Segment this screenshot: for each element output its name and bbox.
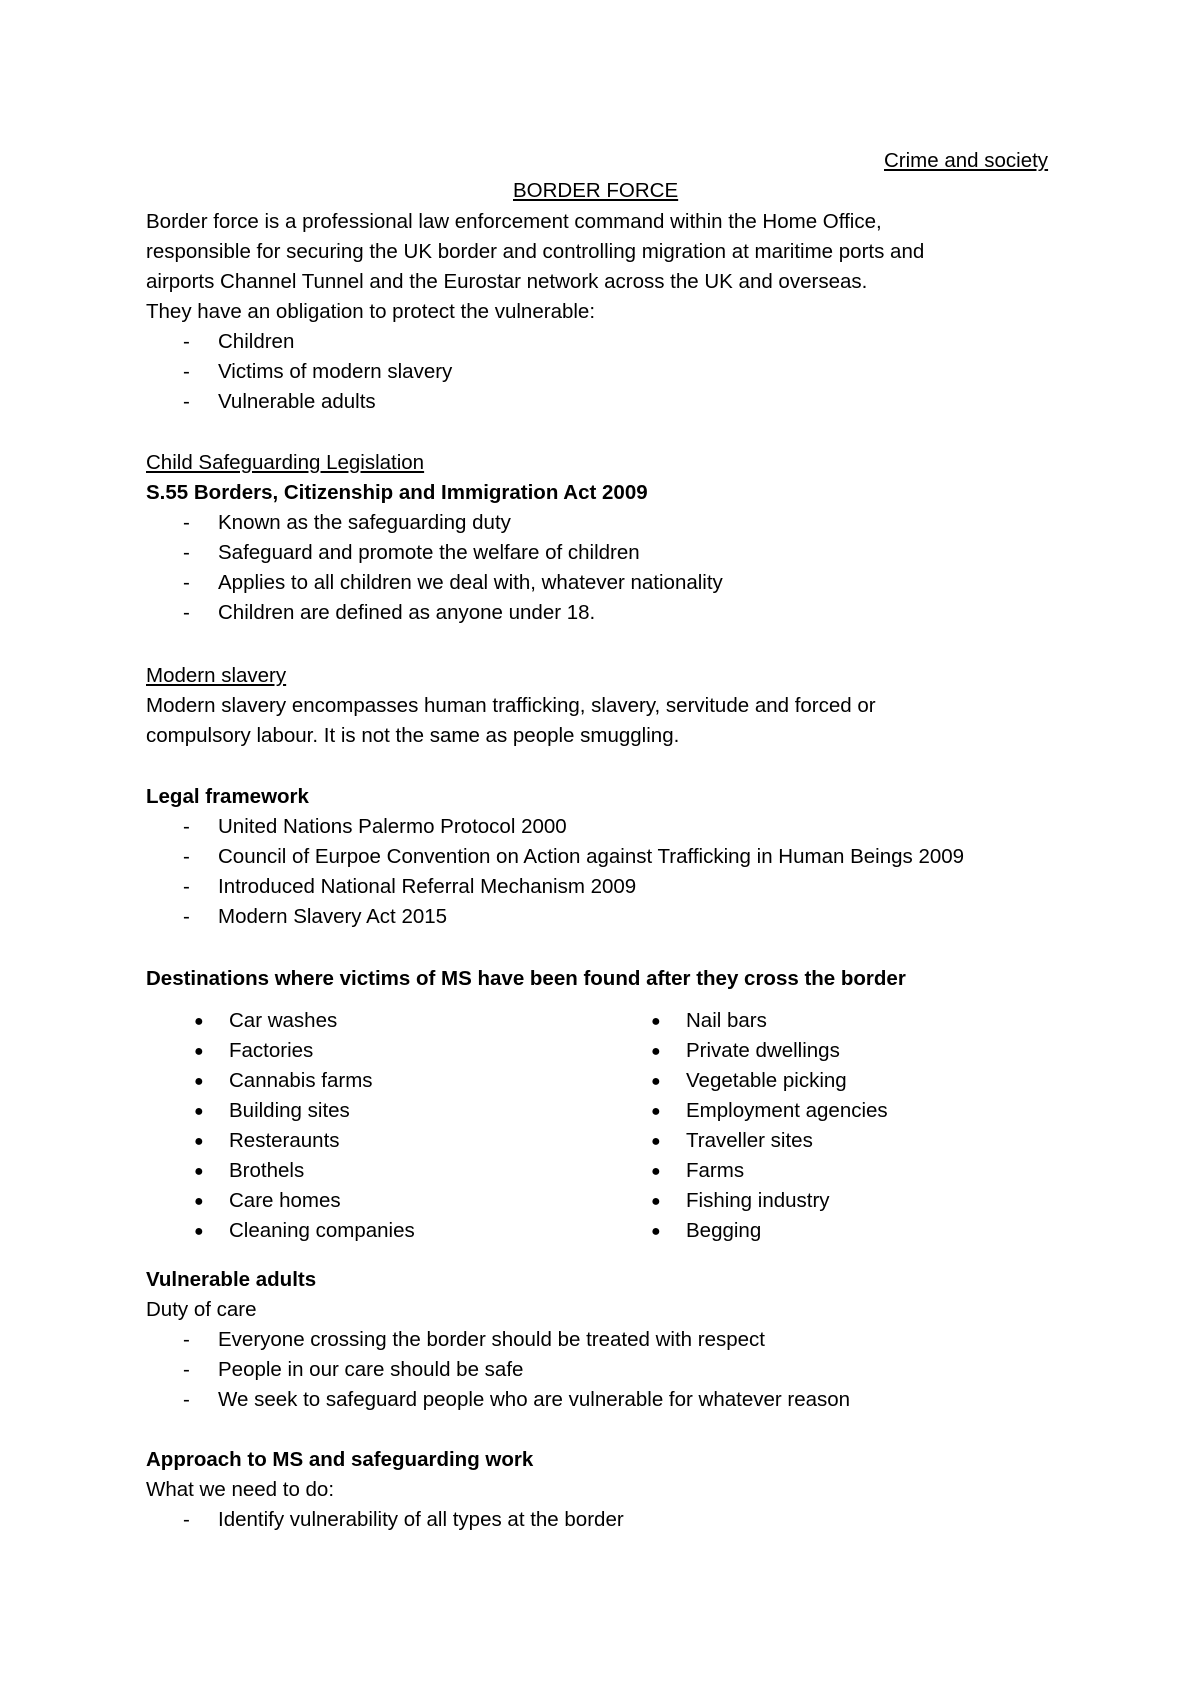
intro-line: They have an obligation to protect the vulnerable: xyxy=(146,300,596,323)
list-item-text: Vulnerable adults xyxy=(218,390,376,413)
list-item-text: Care homes xyxy=(229,1189,341,1212)
list-item-text: Factories xyxy=(229,1039,314,1062)
bullet-marker: ● xyxy=(194,1043,204,1060)
intro-line: Border force is a professional law enforcement command within the Home Office, xyxy=(146,210,882,233)
dash-marker: - xyxy=(183,511,190,534)
bullet-marker: ● xyxy=(651,1043,661,1060)
dash-marker: - xyxy=(183,1388,190,1411)
section-heading-legal-framework: Legal framework xyxy=(146,785,309,808)
list-item-text: Children xyxy=(218,330,295,353)
bullet-marker: ● xyxy=(194,1223,204,1240)
list-item-text: Cannabis farms xyxy=(229,1069,373,1092)
bullet-marker: ● xyxy=(651,1103,661,1120)
bullet-marker: ● xyxy=(194,1163,204,1180)
dash-marker: - xyxy=(183,815,190,838)
list-item-text: Nail bars xyxy=(686,1009,767,1032)
dash-marker: - xyxy=(183,1328,190,1351)
bullet-marker: ● xyxy=(651,1193,661,1210)
dash-marker: - xyxy=(183,905,190,928)
subheading: Duty of care xyxy=(146,1298,257,1321)
list-item-text: Vegetable picking xyxy=(686,1069,847,1092)
bullet-marker: ● xyxy=(194,1193,204,1210)
intro-line: airports Channel Tunnel and the Eurostar network across the UK and overseas. xyxy=(146,270,868,293)
bullet-marker: ● xyxy=(651,1163,661,1180)
list-item-text: United Nations Palermo Protocol 2000 xyxy=(218,815,567,838)
list-item-text: Council of Eurpoe Convention on Action against Trafficking in Human Beings 2009 xyxy=(218,845,965,868)
list-item-text: Employment agencies xyxy=(686,1099,888,1122)
list-item-text: Brothels xyxy=(229,1159,305,1182)
list-item-text: Fishing industry xyxy=(686,1189,830,1212)
list-item-text: People in our care should be safe xyxy=(218,1358,524,1381)
list-item-text: Resteraunts xyxy=(229,1129,340,1152)
subheading: What we need to do: xyxy=(146,1478,335,1501)
dash-marker: - xyxy=(183,390,190,413)
intro-line: responsible for securing the UK border and controlling migration at maritime ports and xyxy=(146,240,925,263)
list-item-text: Farms xyxy=(686,1159,745,1182)
paragraph-line: Modern slavery encompasses human trafficking, slavery, servitude and forced or xyxy=(146,694,876,717)
section-heading-approach: Approach to MS and safeguarding work xyxy=(146,1448,534,1471)
dash-marker: - xyxy=(183,330,190,353)
bullet-marker: ● xyxy=(651,1073,661,1090)
list-item-text: Cleaning companies xyxy=(229,1219,415,1242)
list-item-text: Private dwellings xyxy=(686,1039,840,1062)
bullet-marker: ● xyxy=(194,1013,204,1030)
section-heading-child-safeguarding: Child Safeguarding Legislation xyxy=(146,451,425,474)
list-item-text: Everyone crossing the border should be treated with respect xyxy=(218,1328,765,1351)
dash-marker: - xyxy=(183,845,190,868)
dash-marker: - xyxy=(183,541,190,564)
bullet-marker: ● xyxy=(194,1073,204,1090)
paragraph-line: compulsory labour. It is not the same as people smuggling. xyxy=(146,724,680,747)
list-item-text: Victims of modern slavery xyxy=(218,360,453,383)
bullet-marker: ● xyxy=(651,1133,661,1150)
list-item-text: Begging xyxy=(686,1219,762,1242)
course-title: Crime and society xyxy=(884,149,1049,172)
list-item-text: Introduced National Referral Mechanism 2009 xyxy=(218,875,637,898)
list-item-text: Safeguard and promote the welfare of children xyxy=(218,541,640,564)
dash-marker: - xyxy=(183,1508,190,1531)
list-item-text: Car washes xyxy=(229,1009,338,1032)
act-title: S.55 Borders, Citizenship and Immigration Act 2009 xyxy=(146,481,648,504)
list-item-text: Building sites xyxy=(229,1099,350,1122)
section-heading-modern-slavery: Modern slavery xyxy=(146,664,287,687)
bullet-marker: ● xyxy=(194,1133,204,1150)
dash-marker: - xyxy=(183,571,190,594)
list-item-text: Traveller sites xyxy=(686,1129,813,1152)
list-item-text: Applies to all children we deal with, whatever nationality xyxy=(218,571,723,594)
bullet-marker: ● xyxy=(651,1013,661,1030)
list-item-text: Modern Slavery Act 2015 xyxy=(218,905,448,928)
dash-marker: - xyxy=(183,1358,190,1381)
bullet-marker: ● xyxy=(651,1223,661,1240)
dash-marker: - xyxy=(183,601,190,624)
bullet-marker: ● xyxy=(194,1103,204,1120)
dash-marker: - xyxy=(183,875,190,898)
list-item-text: We seek to safeguard people who are vulnerable for whatever reason xyxy=(218,1388,851,1411)
section-heading-destinations: Destinations where victims of MS have been found after they cross the border xyxy=(146,967,906,990)
list-item-text: Identify vulnerability of all types at the border xyxy=(218,1508,624,1531)
dash-marker: - xyxy=(183,360,190,383)
list-item-text: Known as the safeguarding duty xyxy=(218,511,511,534)
list-item-text: Children are defined as anyone under 18. xyxy=(218,601,596,624)
page-title: BORDER FORCE xyxy=(513,179,679,202)
section-heading-vulnerable-adults: Vulnerable adults xyxy=(146,1268,317,1291)
